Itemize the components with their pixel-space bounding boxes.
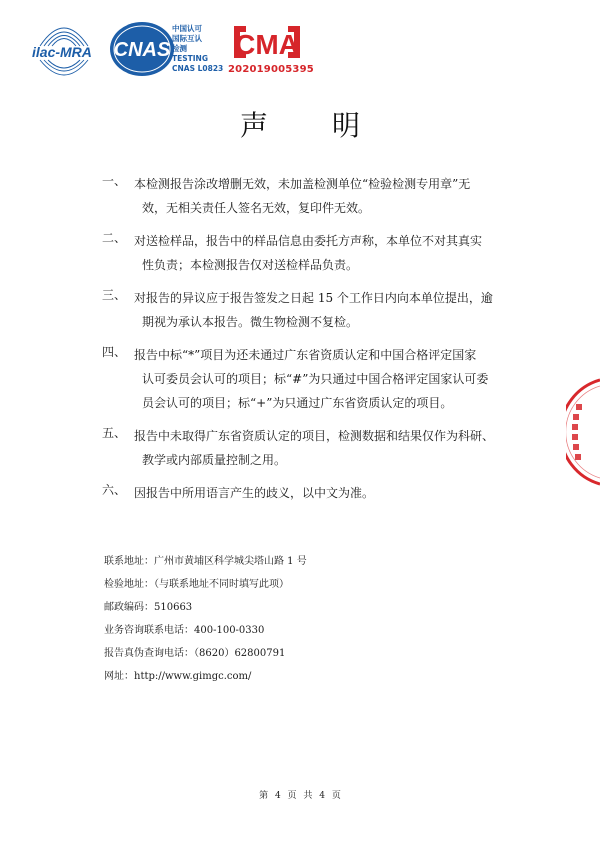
item-text: 报告中标“*”项目为还未通过广东省资质认定和中国合格评定国家: [134, 348, 477, 362]
cnas-caption-line: 检测: [172, 44, 187, 53]
statement-item: [102, 172, 502, 220]
item-number: 三、: [102, 288, 127, 302]
cnas-caption-line: 中国认可: [172, 24, 202, 33]
contact-address: 联系地址：广州市黄埔区科学城尖塔山路 1 号: [104, 556, 307, 567]
item-text: 性负责；本检测报告仅对送检样品负责。: [142, 258, 359, 272]
page-number: 第 4 页 共 4 页: [259, 791, 341, 801]
cma-logo: [230, 22, 304, 62]
item-text: 对送检样品，报告中的样品信息由委托方声称，本单位不对其真实: [134, 234, 483, 248]
statement-item: [102, 286, 502, 334]
item-number: 二、: [102, 231, 127, 245]
verify-phone: 报告真伪查询电话：（8620）62800791: [104, 648, 286, 659]
item-text: 期视为承认本报告。微生物检测不复检。: [142, 315, 359, 329]
statement-item: [102, 343, 502, 415]
cnas-caption-line: 国际互认: [172, 34, 202, 43]
hotline: 业务咨询联系电话：400-100-0330: [104, 625, 265, 636]
item-text: 认可委员会认可的项目；标“#”为只通过中国合格评定国家认可委: [142, 372, 489, 386]
statement-item: [102, 481, 502, 505]
item-text: 效，无相关责任人签名无效，复印件无效。: [142, 201, 371, 215]
ilac-mra-logo: [30, 16, 98, 78]
item-number: 四、: [102, 345, 127, 359]
item-number: 一、: [102, 174, 127, 188]
item-text: 因报告中所用语言产生的歧义，以中文为准。: [134, 486, 375, 500]
item-text: 本检测报告涂改增删无效，未加盖检测单位“检验检测专用章”无: [134, 177, 471, 191]
website: 网址：http://www.gimgc.com/: [104, 671, 252, 682]
statement-item: [102, 424, 502, 472]
postcode: 邮政编码：510663: [104, 602, 193, 613]
ilac-text: ilac-MRA: [32, 44, 92, 60]
page-title: 声明: [239, 109, 424, 142]
seal-stamp-icon: [566, 378, 600, 486]
cnas-caption-line: TESTING: [172, 54, 208, 63]
item-text: 报告中未取得广东省资质认定的项目，检测数据和结果仅作为科研、: [134, 429, 495, 443]
statement-item: [102, 229, 502, 277]
cnas-caption-line: CNAS L0823: [172, 64, 224, 73]
item-number: 六、: [102, 483, 127, 497]
cnas-text: CNAS: [113, 39, 171, 61]
cma-number: 202019005395: [228, 64, 314, 75]
item-number: 五、: [102, 426, 127, 440]
item-text: 对报告的异议应于报告签发之日起 15 个工作日内向本单位提出，逾: [134, 291, 493, 305]
statement-list: [102, 172, 502, 514]
contact-info: [104, 555, 307, 693]
item-text: 教学或内部质量控制之用。: [142, 453, 287, 467]
inspection-address: 检验地址：（与联系地址不同时填写此项）: [104, 579, 289, 590]
cma-text: CMA: [235, 29, 299, 60]
item-text: 员会认可的项目；标“+”为只通过广东省资质认定的项目。: [142, 396, 453, 410]
